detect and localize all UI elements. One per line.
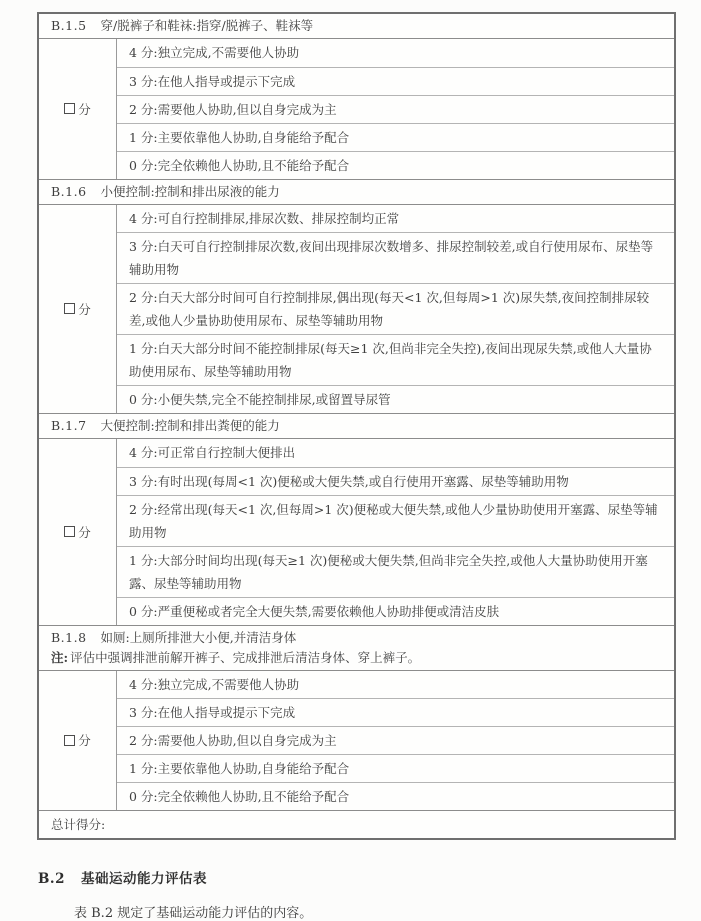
section-heading-b2 [38,867,676,887]
section-id: B.1.8 [51,629,87,645]
note-label: 注: [51,649,69,665]
score-option: 0 分:小便失禁,完全不能控制排尿,或留置导尿管 [117,385,674,413]
section-header [39,14,674,39]
score-unit-label: 分 [78,524,91,540]
section-title-line [51,628,664,648]
score-input-cell [39,205,117,414]
score-checkbox-icon [64,526,75,537]
section-b1-6 [39,179,674,414]
score-unit-label: 分 [78,301,91,317]
heading-number: B.2 [38,871,66,887]
score-option: 2 分:需要他人协助,但以自身完成为主 [117,95,674,123]
score-unit-label: 分 [78,733,91,749]
score-option: 0 分:完全依赖他人协助,且不能给予配合 [117,151,674,179]
section-body [39,205,674,414]
section-title: 穿/脱裤子和鞋袜:指穿/脱裤子、鞋袜等 [100,18,314,33]
section-note [51,648,664,668]
section-id: B.1.5 [51,18,87,33]
score-option: 0 分:完全依赖他人协助,且不能给予配合 [117,782,674,810]
score-option: 4 分:可正常自行控制大便排出 [129,445,296,461]
section-header [39,414,674,439]
assessment-table [37,12,676,840]
score-options [117,205,674,414]
section-header [39,626,674,671]
score-option: 3 分:白天可自行控制排尿次数,夜间出现排尿次数增多、排尿控制较差,或自行使用尿布、尿垫等辅助用物 [117,232,674,283]
score-options [117,671,674,811]
score-input-cell [39,439,117,625]
score-option: 2 分:经常出现(每天<1 次,但每周>1 次)便秘或大便失禁,或他人少量协助使用开塞露、尿垫等辅助用物 [117,495,674,546]
score-option: 4 分:可自行控制排尿,排尿次数、排尿控制均正常 [129,210,400,226]
total-score-row: 总计得分: [39,810,674,838]
score-checkbox-icon [64,103,75,114]
score-unit-label: 分 [78,101,91,117]
section-id: B.1.6 [51,183,87,199]
score-option: 4 分:独立完成,不需要他人协助 [129,676,300,692]
score-option: 1 分:主要依靠他人协助,自身能给予配合 [117,754,674,782]
section-b1-5 [39,14,674,179]
score-option: 1 分:白天大部分时间不能控制排尿(每天≥1 次,但尚非完全失控),夜间出现尿失禁,或他人大量协助使用尿布、尿垫等辅助用物 [117,334,674,385]
score-option: 3 分:有时出现(每周<1 次)便秘或大便失禁,或自行使用开塞露、尿垫等辅助用物 [117,467,674,495]
section-id: B.1.7 [51,418,87,433]
score-option: 3 分:在他人指导或提示下完成 [117,67,674,95]
heading-title: 基础运动能力评估表 [81,871,208,887]
score-options [117,39,674,179]
score-checkbox-icon [64,735,75,746]
score-input-cell [39,671,117,811]
section-body [39,671,674,811]
intro-paragraph: 表 B.2 规定了基础运动能力评估的内容。 [74,906,313,921]
score-options [117,439,674,625]
section-b1-7 [39,413,674,625]
score-option: 2 分:需要他人协助,但以自身完成为主 [117,726,674,754]
section-header [39,180,674,205]
score-option: 2 分:白天大部分时间可自行控制排尿,偶出现(每天<1 次,但每周>1 次)尿失禁,夜间控制排尿较差,或他人少量协助使用尿布、尿垫等辅助用物 [117,283,674,334]
section-body [39,39,674,179]
section-title: 如厕:上厕所排泄大小便,并清洁身体 [100,629,297,645]
score-option: 3 分:在他人指导或提示下完成 [117,698,674,726]
score-option: 1 分:主要依靠他人协助,自身能给予配合 [117,123,674,151]
score-option: 0 分:严重便秘或者完全大便失禁,需要依赖他人协助排便或清洁皮肤 [117,597,674,625]
score-input-cell [39,39,117,179]
section-body [39,439,674,625]
score-option: 1 分:大部分时间均出现(每天≥1 次)便秘或大便失禁,但尚非完全失控,或他人大量协助使用开塞露、尿垫等辅助用物 [117,546,674,597]
score-option: 4 分:独立完成,不需要他人协助 [129,45,300,61]
section-title: 大便控制:控制和排出粪便的能力 [100,418,280,433]
note-text: 评估中强调排泄前解开裤子、完成排泄后清洁身体、穿上裤子。 [70,649,421,665]
section-title: 小便控制:控制和排出尿液的能力 [100,183,280,199]
section-b1-8 [39,625,674,811]
score-checkbox-icon [64,303,75,314]
